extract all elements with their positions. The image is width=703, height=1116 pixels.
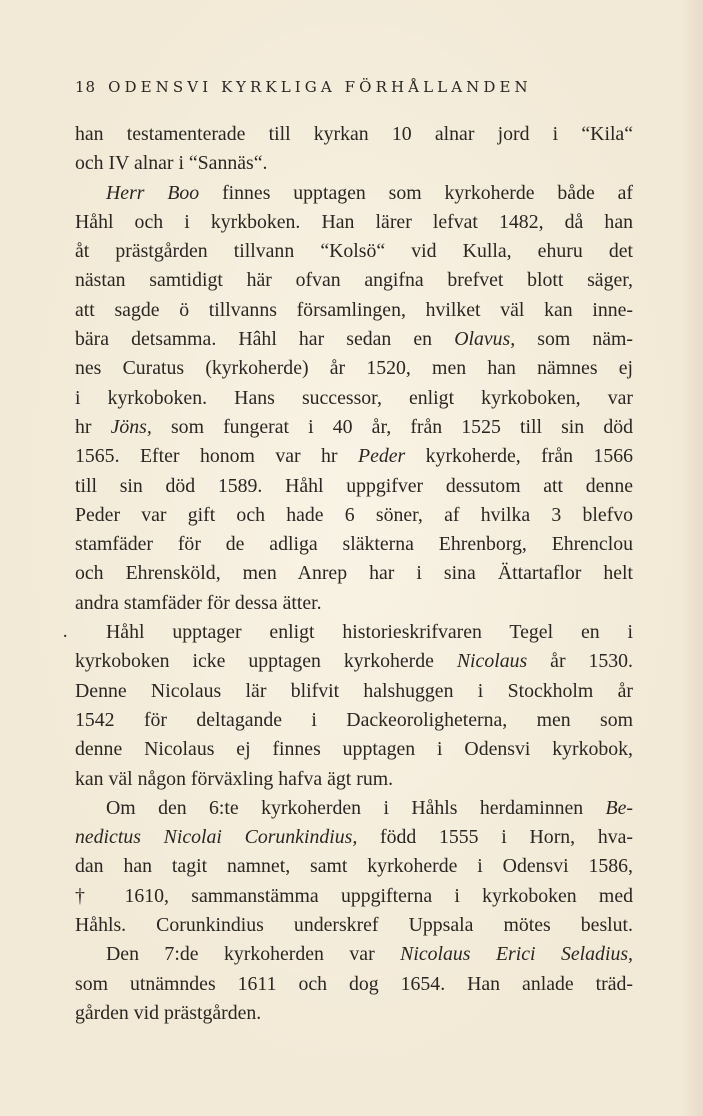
spine-shadow (681, 0, 703, 1116)
italic-name: Herr Boo (106, 181, 200, 204)
text-line: kan väl någon förväxling hafva ägt rum. (75, 767, 394, 790)
text-line: han testamenterade till kyrkan 10 alnar jord i “Kila“ (75, 123, 633, 145)
italic-name: Nicolaus (456, 650, 528, 673)
running-head (75, 78, 635, 96)
text-line: denne Nicolaus ej finnes upptagen i Odensvi kyrkobok, (75, 738, 633, 761)
text-line (75, 823, 633, 852)
italic-name: nedictus Nicolai Corunkindius, (75, 826, 358, 849)
text-line: till sin död 1589. Håhl uppgifver dessutom att denne (75, 474, 633, 497)
text-segment: hr (75, 415, 111, 438)
text-line: åt prästgården tillvann “Kolsö“ vid Kulla, ehuru det (75, 240, 633, 263)
text-segment: som fungerat i 40 år, från 1525 till sin död (151, 415, 633, 438)
body-text (75, 120, 633, 1028)
text-line: † 1610, sammanstämma uppgifterna i kyrkoboken med (75, 884, 633, 907)
text-line: och Ehrensköld, men Anrep har i sina Ättartaflor helt (75, 562, 633, 585)
text-line (75, 413, 633, 442)
text-line: stamfäder för de adliga släkterna Ehrenborg, Ehrenclou (75, 533, 633, 556)
text-line: 1542 för deltagande i Dackeoroligheterna, men som (75, 708, 633, 731)
text-segment: år 1530. (527, 650, 633, 673)
text-line (75, 940, 633, 969)
text-line (75, 647, 633, 676)
text-line: och IV alnar i “Sannäs“. (75, 152, 268, 175)
text-segment: Om den 6:te kyrkoherden i Håhls herdaminnen (106, 796, 606, 819)
margin-mark: · (62, 626, 69, 647)
text-line (75, 325, 633, 354)
text-line (75, 794, 633, 823)
text-line: som utnämndes 1611 och dog 1654. Han anlade träd- (75, 972, 633, 995)
text-segment: Den 7:de kyrkoherden var (106, 943, 401, 966)
text-line (75, 179, 633, 208)
text-line: att sagde ö tillvanns församlingen, hvilket väl kan inne- (75, 298, 633, 321)
text-line: nes Curatus (kyrkoherde) år 1520, men han nämnes ej (75, 357, 633, 380)
text-line: Denne Nicolaus lär blifvit halshuggen i Stockholm år (75, 679, 633, 702)
text-line: Håhl och i kyrkboken. Han lärer lefvat 1482, då han (75, 210, 633, 233)
text-segment: kyrkoboken icke upptagen kyrkoherde (75, 650, 457, 673)
page-number: 18 (75, 78, 97, 96)
text-line: Peder var gift och hade 6 söner, af hvilka 3 blefvo (75, 503, 633, 526)
text-line: andra stamfäder för dessa ätter. (75, 591, 322, 614)
text-line: Håhl upptager enligt historieskrifvaren Tegel en i (106, 621, 633, 644)
italic-name: Jöns, (110, 415, 152, 438)
italic-name: Peder (357, 445, 406, 468)
text-line: nästan samtidigt här ofvan angifna brefvet blott säger, (75, 269, 633, 292)
text-segment: bära detsamma. Hâhl har sedan en (75, 328, 455, 351)
text-line: dan han tagit namnet, samt kyrkoherde i Odensvi 1586, (75, 855, 633, 878)
italic-name: Be- (605, 796, 633, 819)
italic-name: Nicolaus Erici Seladius, (400, 943, 633, 966)
text-line: Håhls. Corunkindius underskref Uppsala mötes beslut. (75, 914, 633, 937)
text-line: gården vid prästgården. (75, 1001, 262, 1024)
text-segment: född 1555 i Horn, hva- (357, 826, 633, 849)
running-title: ODENSVI KYRKLIGA FÖRHÅLLANDEN (108, 78, 532, 96)
text-line (75, 442, 633, 471)
text-line: i kyrkoboken. Hans successor, enligt kyrkoboken, var (75, 386, 633, 409)
text-segment: 1565. Efter honom var hr (75, 445, 358, 468)
text-segment: finnes upptagen som kyrkoherde både af (199, 181, 633, 204)
italic-name: Olavus, (454, 328, 516, 351)
text-segment: kyrkoherde, från 1566 (405, 445, 633, 468)
text-segment: som näm- (515, 328, 633, 351)
